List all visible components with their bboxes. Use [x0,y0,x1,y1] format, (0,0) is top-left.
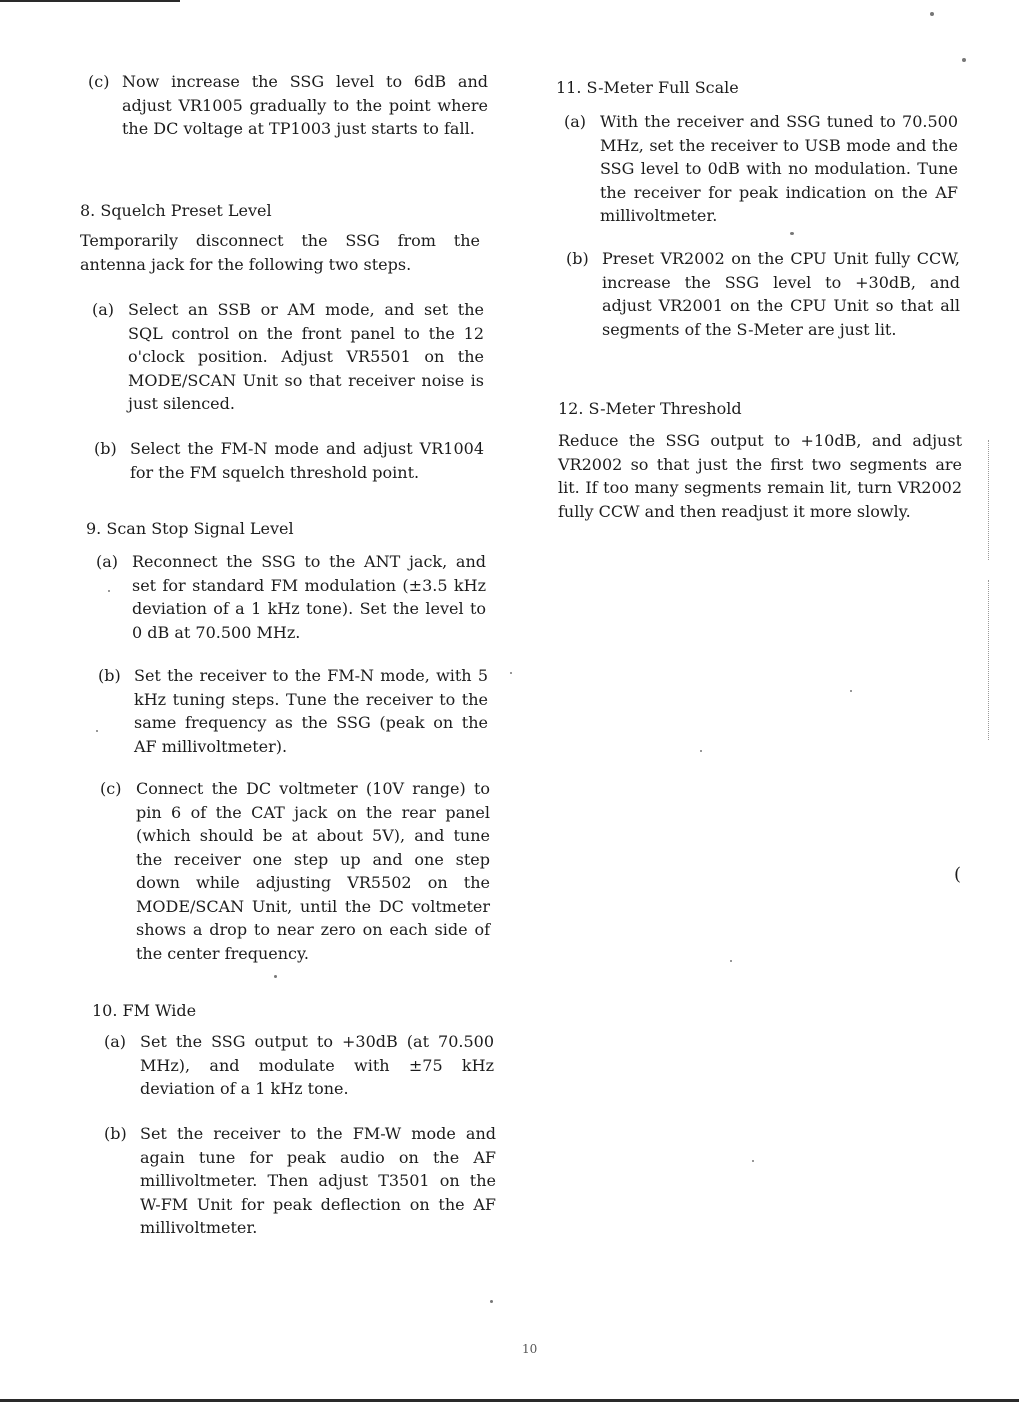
top-edge-rule [0,0,180,2]
section-heading-12: 12. S-Meter Threshold [558,399,742,418]
scan-speck [752,1160,754,1162]
scan-edge-marks [988,580,990,740]
step-8a [92,298,484,416]
scan-speck [490,1300,493,1303]
scan-speck [850,690,852,692]
step-11b [566,247,960,341]
scan-speck [108,590,110,592]
step-label: (a) [104,1032,127,1051]
step-7c [88,70,488,141]
step-9b [98,664,488,758]
step-text: Set the SSG output to +30dB (at 70.500 MHz), and modulate with ±75 kHz deviation of a 1 kHz tone. [140,1032,494,1098]
step-label: (b) [98,666,121,685]
step-label: (a) [92,300,115,319]
step-label: (b) [566,249,589,268]
scan-speck [730,960,732,962]
step-label: (b) [104,1124,127,1143]
scan-speck [274,975,277,978]
scan-mark: ( [954,864,962,885]
step-11a [564,110,958,228]
section-heading-11: 11. S-Meter Full Scale [556,78,739,97]
scan-speck [510,672,512,674]
step-text: Set the receiver to the FM-N mode, with 5 kHz tuning steps. Tune the receiver to the same frequency as the SSG (peak on the AF millivoltmeter). [134,666,488,756]
scan-speck [700,750,702,752]
step-label: (a) [96,552,119,571]
step-10a [104,1030,494,1101]
step-text: Select an SSB or AM mode, and set the SQL control on the front panel to the 12 o'clock position. Adjust VR5501 on the MODE/SCAN Unit so that receiver noise is just silenced. [128,300,484,413]
section-8-intro: Temporarily disconnect the SSG from the antenna jack for the following two steps. [80,231,480,274]
step-text: Reconnect the SSG to the ANT jack, and set for standard FM modulation (±3.5 kHz deviation of a 1 kHz tone). Set the level to 0 dB at 70.500 MHz. [132,552,486,642]
scan-speck [930,12,934,16]
step-9a [96,550,486,644]
step-text: Preset VR2002 on the CPU Unit fully CCW, increase the SSG level to +30dB, and adjust VR2001 on the CPU Unit so that all segments of the S-Meter are just lit. [602,249,960,339]
step-label: (c) [88,72,110,91]
step-text: Select the FM-N mode and adjust VR1004 for the FM squelch threshold point. [130,439,484,482]
step-10b [104,1122,496,1240]
step-text: Now increase the SSG level to 6dB and adjust VR1005 gradually to the point where the DC voltage at TP1003 just starts to fall. [122,72,488,138]
section-heading-10: 10. FM Wide [92,1001,197,1020]
step-9c [100,777,490,965]
step-label: (c) [100,779,122,798]
section-12-text: Reduce the SSG output to +10dB, and adjust VR2002 so that just the first two segments are lit. If too many segments remain lit, turn VR2002 fully CCW and then readjust it more slowly. [558,431,962,521]
page-number: 10 [522,1342,538,1356]
step-8b [94,437,484,484]
scan-speck [790,232,794,235]
step-text: With the receiver and SSG tuned to 70.500 MHz, set the receiver to USB mode and the SSG level to 0dB with no modulation. Tune the receiver for peak indication on the AF millivoltmeter. [600,112,958,225]
step-label: (b) [94,439,117,458]
step-text: Set the receiver to the FM-W mode and again tune for peak audio on the AF millivoltmeter. Then adjust T3501 on the W-FM Unit for peak deflection on the AF millivoltmeter. [140,1124,496,1237]
scan-speck [962,58,966,62]
step-label: (a) [564,112,587,131]
step-text: Connect the DC voltmeter (10V range) to pin 6 of the CAT jack on the rear panel (which should be at about 5V), and tune the receiver one step up and one step down while adjusting VR5502 on the MODE/SCAN Unit, until the DC voltmeter shows a drop to near zero on each side of the center frequency. [136,779,490,963]
section-heading-9: 9. Scan Stop Signal Level [86,519,294,538]
scan-edge-marks [988,440,990,560]
section-heading-8: 8. Squelch Preset Level [80,201,272,220]
scan-speck [96,730,98,732]
